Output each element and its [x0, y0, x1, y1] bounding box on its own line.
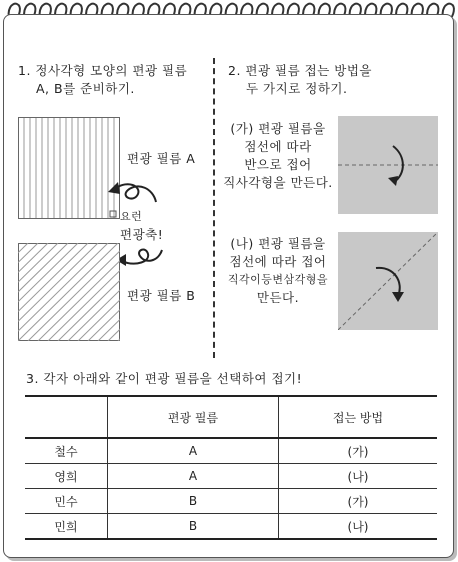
axis-note-line2: 편광축! [120, 227, 164, 242]
assignment-table [25, 395, 437, 540]
row-name: 영희 [25, 464, 108, 489]
row-film: A [108, 438, 279, 464]
section2-heading-line1: 2. 편광 필름 접는 방법을 [228, 63, 372, 78]
row-name: 철수 [25, 438, 108, 464]
method-ga-line4: 직사각형을 만든다. [223, 175, 333, 190]
film-b-label: 편광 필름 B [127, 288, 196, 303]
row-name: 민수 [25, 489, 108, 514]
table-row [25, 464, 437, 489]
fold-diagram-ga [338, 116, 438, 214]
row-method: (나) [279, 514, 438, 540]
table-row [25, 514, 437, 540]
section3-heading: 3. 각자 아래와 같이 편광 필름을 선택하여 접기! [26, 371, 303, 386]
method-na-line1: (나) 편광 필름을 [230, 236, 326, 251]
header-cell-film: 편광 필름 [108, 396, 279, 438]
method-ga-line1: (가) 편광 필름을 [230, 121, 326, 136]
section1-heading-line2: A, B를 준비하기. [36, 81, 135, 96]
axis-note-line1: 요런 [120, 210, 143, 223]
film-a-label: 편광 필름 A [127, 151, 196, 166]
method-na-line4: 만든다. [256, 290, 300, 305]
row-film: B [108, 489, 279, 514]
method-na-line2: 점선에 따라 접어 [229, 254, 327, 269]
row-film: B [108, 514, 279, 540]
method-na-line3: 직각이등변삼각형을 [227, 273, 329, 286]
fold-diagram-na [338, 232, 438, 330]
section1-heading-line1: 1. 정사각형 모양의 편광 필름 [18, 63, 188, 78]
section2-heading-line2: 두 가지로 정하기. [246, 81, 348, 96]
row-method: (가) [279, 489, 438, 514]
method-ga-line3: 반으로 접어 [244, 157, 312, 172]
row-name: 민희 [25, 514, 108, 540]
row-film: A [108, 464, 279, 489]
section-divider [213, 58, 215, 358]
row-method: (가) [279, 438, 438, 464]
table-row [25, 489, 437, 514]
table-row [25, 438, 437, 464]
table-header-row [25, 396, 437, 438]
method-ga-line2: 점선에 따라 [244, 139, 312, 154]
header-cell-method: 접는 방법 [279, 396, 438, 438]
polarizing-film-b [18, 243, 120, 341]
curly-arrow-a-icon [98, 170, 168, 210]
row-method: (나) [279, 464, 438, 489]
header-cell-empty [25, 396, 108, 438]
